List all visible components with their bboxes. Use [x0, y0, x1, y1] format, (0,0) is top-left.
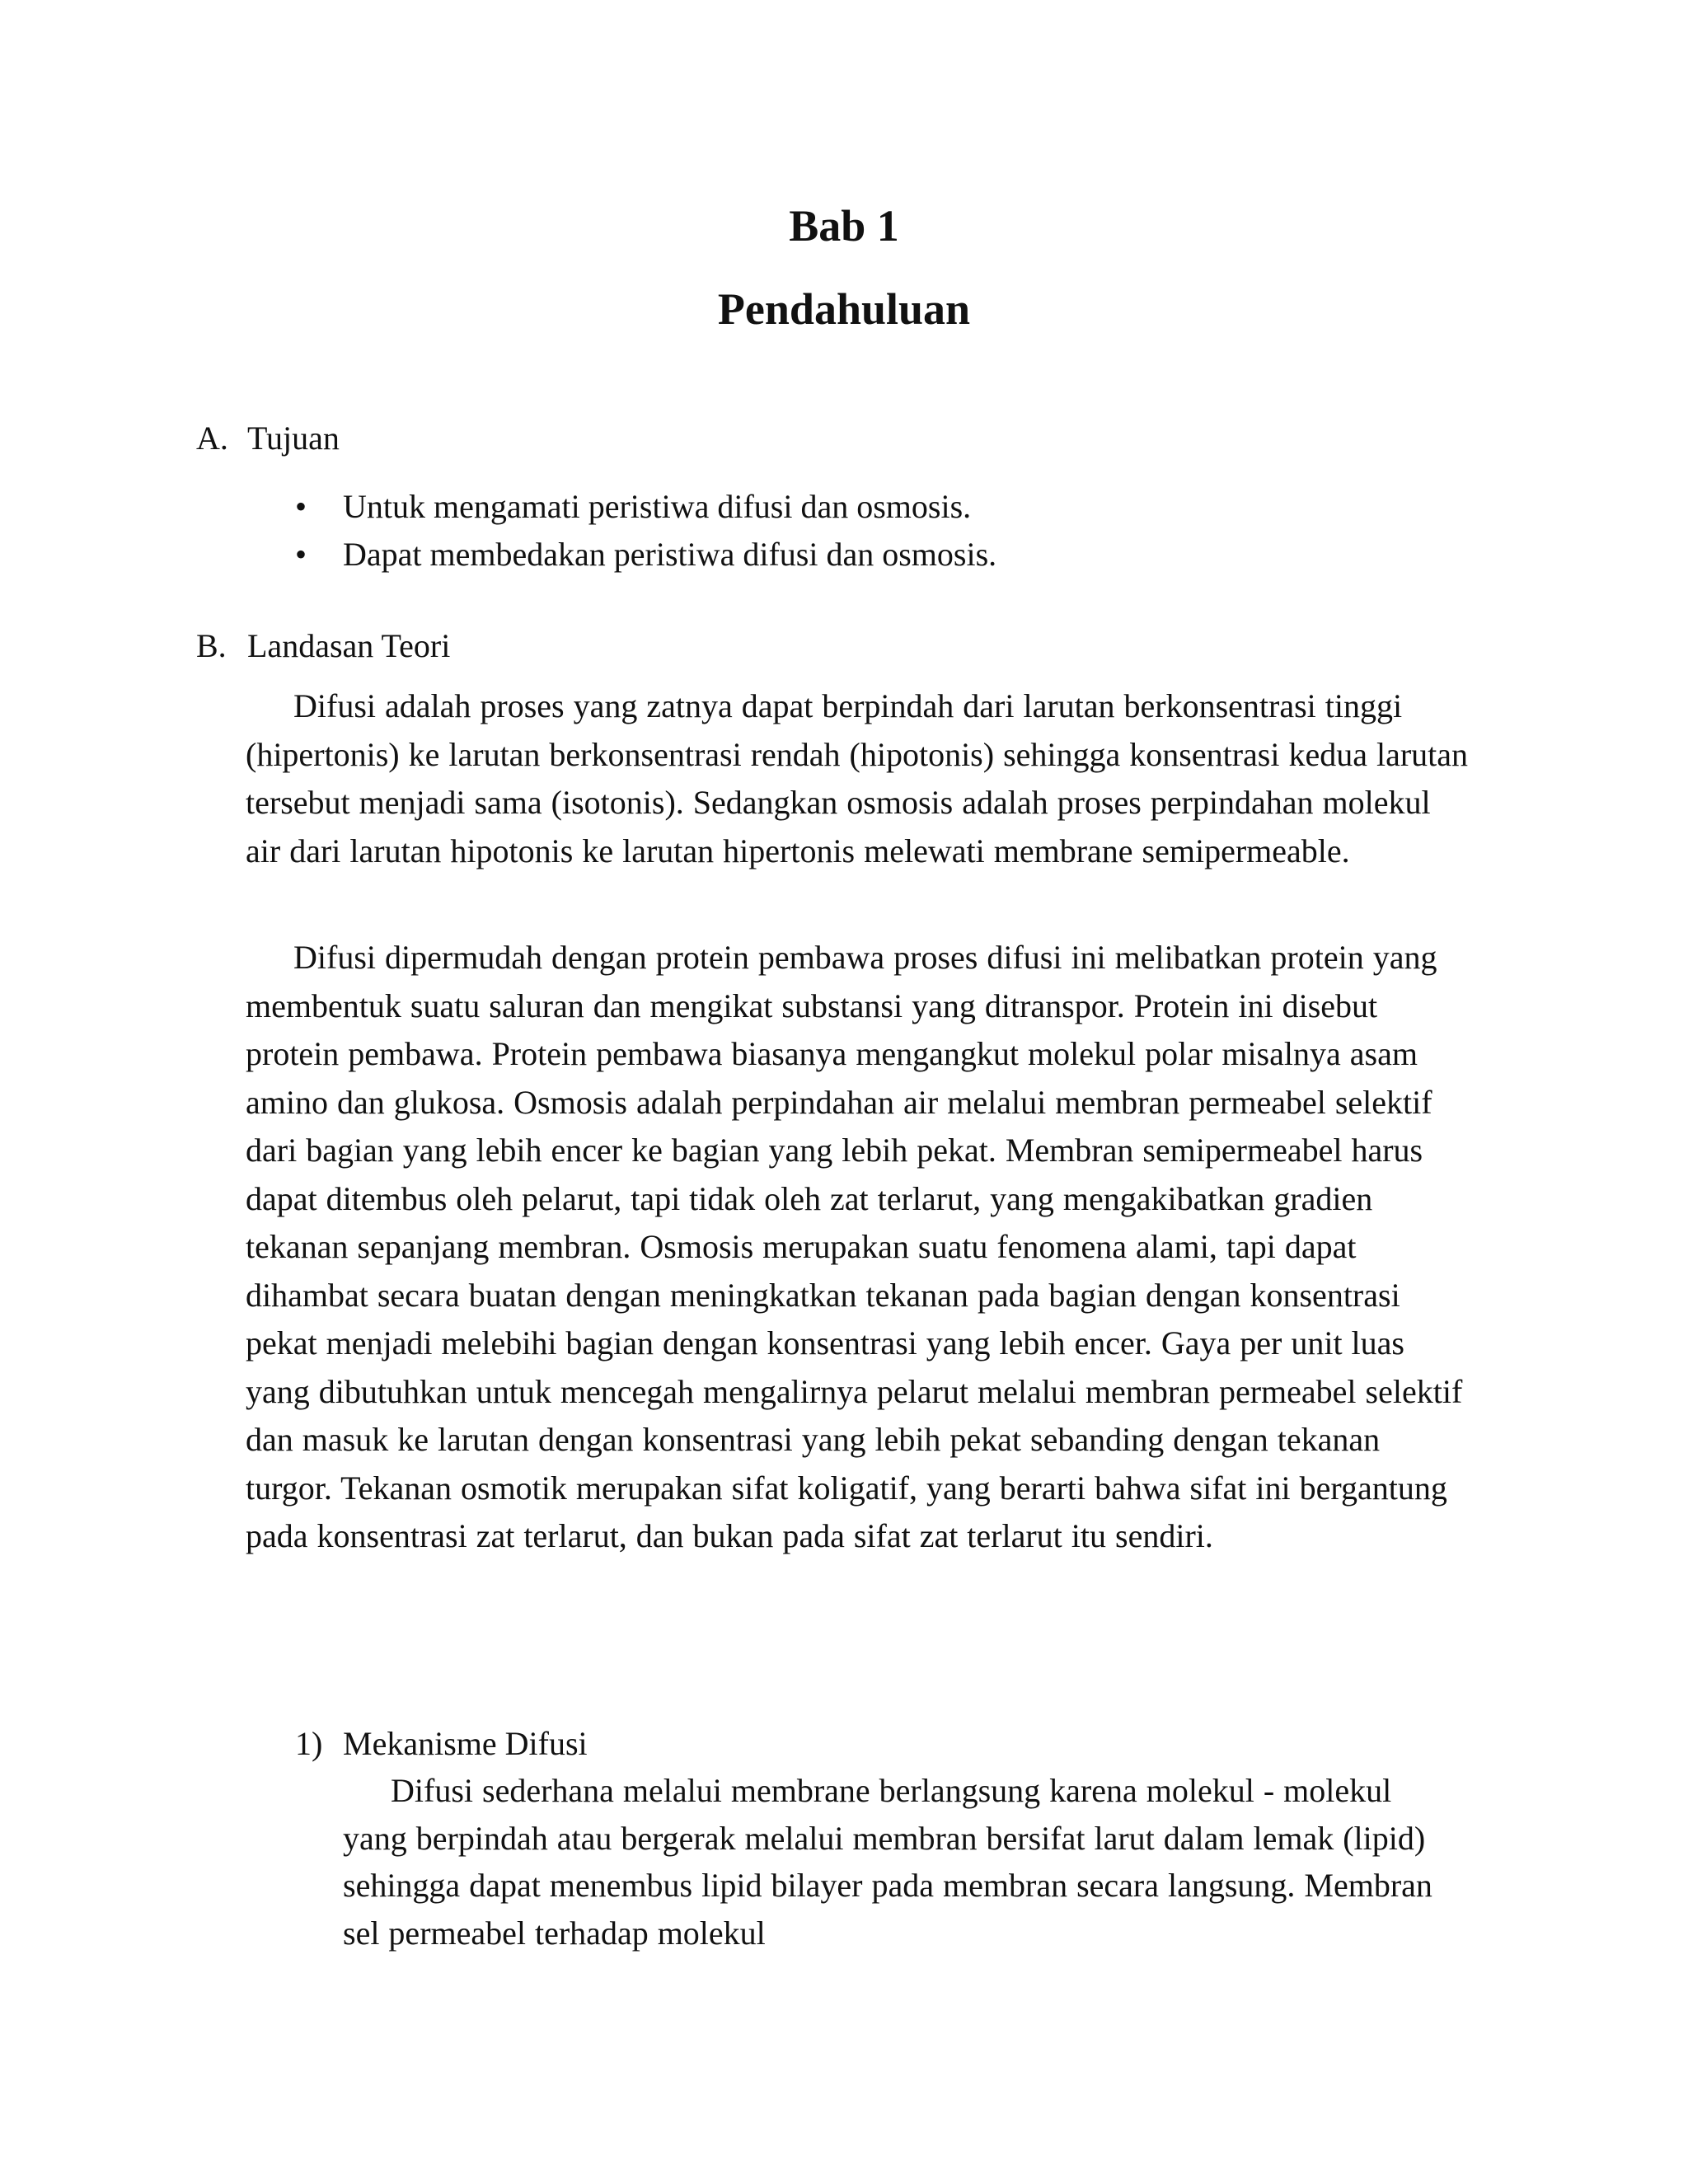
subsection-marker: 1)	[295, 1725, 323, 1762]
subsection-title: Mekanisme Difusi	[343, 1725, 588, 1762]
list-item: • Untuk mengamati peristiwa difusi dan osmosis.	[295, 483, 996, 531]
section-a-heading	[196, 415, 340, 462]
section-b-heading	[196, 623, 450, 669]
theory-paragraph-1: Difusi adalah proses yang zatnya dapat berpindah dari larutan berkonsentrasi tinggi (hipertonis) ke larutan berkonsentrasi rendah (hipotonis) sehingga konsentrasi kedua larutan tersebut menjadi sama (isotonis). Sedangkan osmosis adalah proses perpindahan molekul air dari larutan hipotonis ke larutan hipertonis melewati membrane semipermeable.	[246, 687, 1469, 869]
list-item: • Dapat membedakan peristiwa difusi dan osmosis.	[295, 531, 996, 579]
section-a-marker: A.	[196, 419, 228, 457]
chapter-title: Pendahuluan	[717, 284, 971, 334]
section-b-marker: B.	[196, 627, 227, 664]
chapter-number: Bab 1	[789, 201, 899, 251]
objectives-list	[295, 483, 996, 579]
theory-paragraph-2: Difusi dipermudah dengan protein pembawa proses difusi ini melibatkan protein yang membentuk suatu saluran dan mengikat substansi yang ditranspor. Protein ini disebut protein pembawa. Protein pembawa biasanya mengangkut molekul polar misalnya asam amino dan glukosa. Osmosis adalah perpindahan air melalui membran permeabel selektif dari bagian yang lebih encer ke bagian yang lebih pekat. Membran semipermeabel harus dapat ditembus oleh pelarut, tapi tidak oleh zat terlarut, yang mengakibatkan gradien tekanan sepanjang membran. Osmosis merupakan suatu fenomena alami, tapi dapat dihambat secara buatan dengan meningkatkan tekanan pada bagian dengan konsentrasi pekat menjadi melebihi bagian dengan konsentrasi yang lebih encer. Gaya per unit luas yang dibutuhkan untuk mencegah mengalirnya pelarut melalui membran permeabel selektif dan masuk ke larutan dengan konsentrasi yang lebih pekat sebanding dengan tekanan turgor. Tekanan osmotik merupakan sifat koligatif, yang berarti bahwa sifat ini bergantung pada konsentrasi zat terlarut, dan bukan pada sifat zat terlarut itu sendiri.	[246, 939, 1463, 1554]
subsection-heading	[295, 1721, 588, 1767]
section-b-title: Landasan Teori	[247, 627, 451, 664]
diffusion-mechanism-paragraph: Difusi sederhana melalui membrane berlangsung karena molekul - molekul yang berpindah atau bergerak melalui membran bersifat larut dalam lemak (lipid) sehingga dapat menembus lipid bilayer pada membran secara langsung. Membran sel permeabel terhadap molekul	[343, 1772, 1432, 1952]
section-a-title: Tujuan	[247, 419, 340, 457]
